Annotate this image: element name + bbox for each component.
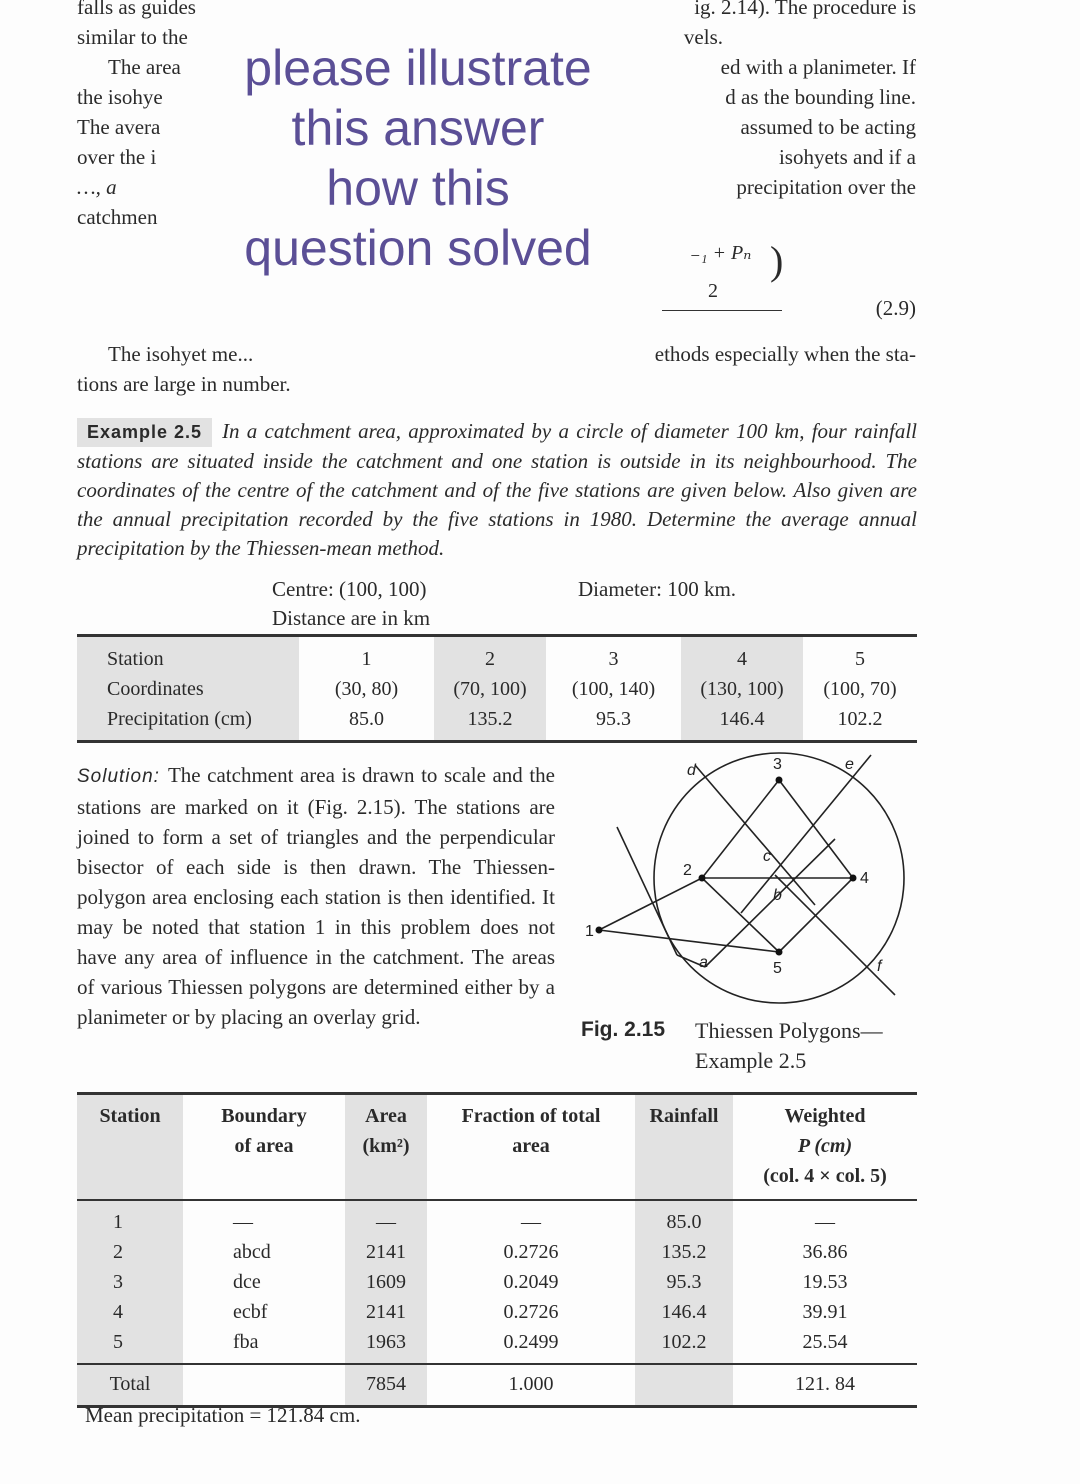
cell-boundary: abcd — [233, 1241, 271, 1263]
station-number: 5 — [855, 648, 865, 670]
station-5-dot — [776, 949, 783, 956]
header-station — [77, 1094, 183, 1201]
formula-brace: ) — [770, 238, 784, 283]
bisector-d-b — [695, 765, 815, 905]
table-row — [77, 704, 917, 742]
bisector-e-c — [741, 755, 871, 913]
header-text: Station — [99, 1105, 161, 1127]
cell-weighted: 36.86 — [802, 1241, 848, 1263]
station-precip: 135.2 — [434, 704, 546, 742]
station-precip: 85.0 — [349, 708, 384, 730]
label-b: b — [773, 887, 782, 904]
table-row — [77, 1297, 917, 1327]
label-a: a — [699, 954, 708, 971]
fragment-left-3: the isohye — [77, 85, 163, 109]
label-station-3: 3 — [773, 756, 782, 773]
station-4-dot — [850, 875, 857, 882]
cell-total-label: Total — [77, 1364, 183, 1407]
label-station-2: 2 — [683, 862, 692, 879]
station-coord: (100, 140) — [571, 678, 656, 700]
cell-station: 5 — [77, 1327, 183, 1364]
station-coord: (100, 70) — [823, 678, 897, 700]
table-row — [77, 1327, 917, 1364]
label-e: e — [845, 756, 854, 773]
fragment-left-4: The avera — [77, 115, 161, 139]
stations-table — [77, 634, 917, 743]
cell-area: 1609 — [345, 1267, 427, 1297]
cell-boundary: ecbf — [233, 1301, 268, 1323]
label-station-1: 1 — [585, 923, 594, 940]
cell-boundary: — — [233, 1211, 253, 1233]
edge-1-5 — [599, 930, 779, 952]
cell-weighted: — — [815, 1211, 835, 1233]
formula-rule — [662, 310, 782, 311]
label-station-4: 4 — [860, 870, 869, 887]
cell-boundary: dce — [233, 1271, 261, 1293]
fragment-right-1: vels. — [683, 25, 723, 49]
label-c: c — [763, 848, 771, 865]
fragment-right-5: isohyets and if a — [778, 145, 916, 169]
isohyet-right: ethods especially when the sta- — [654, 342, 916, 366]
edge-2-5 — [702, 878, 779, 952]
cell-total-area: 7854 — [345, 1364, 427, 1407]
solution-text: The catchment area is drawn to scale and the stations are marked on it (Fig. 2.15). The stations are joined to form a set of triangles and the perpendicular bisector of each side is then drawn. The Thiessen-polygon area enclosing each station is then identified. It may be noted that station 1 in this problem does not have any area of influence in the catchment. The areas of various Thiessen polygons are determined either by a planimeter or by placing an overlay grid. — [77, 763, 555, 1029]
fragment-left-6: …, a — [77, 175, 117, 199]
header-text: Rainfall — [649, 1105, 719, 1127]
station-number: 2 — [434, 636, 546, 675]
cell-rainfall: 95.3 — [635, 1267, 733, 1297]
station-coord: (70, 100) — [434, 674, 546, 704]
overlay-line: this answer — [291, 100, 545, 156]
cell-area: 1963 — [345, 1327, 427, 1364]
station-1-dot — [596, 927, 603, 934]
fragment-right-3: d as the bounding line. — [725, 85, 916, 109]
figure-caption-subtitle: Example 2.5 — [695, 1048, 807, 1073]
cell-weighted: 25.54 — [802, 1331, 848, 1353]
header-text: P (cm) — [797, 1135, 853, 1157]
mean-precipitation: Mean precipitation = 121.84 cm. — [85, 1403, 361, 1427]
station-precip: 146.4 — [681, 704, 803, 742]
table-row — [77, 674, 917, 704]
cell-fraction: 0.2499 — [503, 1331, 559, 1353]
station-number: 3 — [608, 648, 619, 670]
table-row — [77, 636, 917, 675]
header-text: (km²) — [362, 1135, 410, 1157]
overlay-line: question solved — [244, 220, 592, 276]
fragment-left-2: The area — [108, 55, 181, 79]
cell-fraction: 0.2726 — [503, 1301, 559, 1323]
equation-number: (2.9) — [875, 296, 916, 320]
cell-station: 4 — [77, 1297, 183, 1327]
solution-tag: Solution: — [77, 766, 160, 787]
header-text: Boundary — [221, 1105, 307, 1127]
cell-weighted: 19.53 — [802, 1271, 848, 1293]
cell-fraction: — — [521, 1211, 541, 1233]
table-row — [77, 1200, 917, 1237]
figure-caption-title: Thiessen Polygons— — [695, 1018, 883, 1043]
station-2-dot — [699, 875, 706, 882]
station-coord: (130, 100) — [681, 674, 803, 704]
row-label: Coordinates — [77, 674, 299, 704]
row-label: Precipitation (cm) — [77, 704, 299, 742]
header-rainfall — [635, 1094, 733, 1201]
label-f: f — [877, 958, 882, 975]
cell-area: — — [345, 1200, 427, 1237]
cell-total-weighted: 121. 84 — [733, 1364, 917, 1407]
cell-rainfall: 85.0 — [635, 1200, 733, 1237]
bisector-b-f — [775, 875, 895, 995]
header-boundary — [183, 1094, 345, 1201]
figure-caption-number: Fig. 2.15 — [581, 1018, 666, 1041]
thiessen-figure — [575, 745, 915, 1010]
given-diameter: Diameter: 100 km. — [578, 577, 737, 601]
fragment-left-7: catchmen — [77, 205, 158, 229]
cell-area: 2141 — [345, 1297, 427, 1327]
header-text: Fraction of total — [461, 1105, 601, 1127]
overlay-line: please illustrate — [244, 40, 592, 96]
edge-1-2 — [599, 878, 702, 930]
cell-rainfall: 102.2 — [635, 1327, 733, 1364]
cell-fraction: 0.2726 — [503, 1241, 559, 1263]
label-d: d — [687, 762, 696, 779]
fragment-left-5: over the i — [77, 145, 157, 169]
header-area — [345, 1094, 427, 1201]
station-coord: (30, 80) — [334, 678, 399, 700]
cell-fraction: 0.2049 — [503, 1271, 559, 1293]
fragment-right-0: ig. 2.14). The procedure is — [694, 0, 916, 19]
fragment-right-6: precipitation over the — [736, 175, 916, 199]
header-text: area — [512, 1135, 550, 1157]
overlay-question — [232, 38, 604, 278]
cell-boundary: fba — [233, 1331, 259, 1353]
edge-3-4 — [779, 780, 853, 878]
header-text: (col. 4 × col. 5) — [763, 1165, 887, 1187]
fragment-left-1: similar to the — [77, 25, 188, 49]
station-precip: 95.3 — [596, 708, 631, 730]
table-row — [77, 1237, 917, 1267]
header-weighted — [733, 1094, 917, 1201]
fragment-right-2: ed with a planimeter. If — [720, 55, 916, 79]
isohyet-line2: tions are large in number. — [77, 372, 291, 396]
results-table — [77, 1092, 917, 1408]
given-centre: Centre: (100, 100) — [272, 577, 427, 601]
formula-denominator: 2 — [708, 280, 718, 302]
solution-paragraph — [77, 760, 555, 1032]
station-number: 4 — [681, 636, 803, 675]
cell-total-fraction: 1.000 — [427, 1364, 635, 1407]
header-text: Area — [365, 1105, 407, 1127]
row-label: Station — [77, 636, 299, 675]
cell-total-rainfall — [635, 1364, 733, 1407]
example-text: In a catchment area, approximated by a circle of diameter 100 km, four rainfall stations are situated inside the catchment and one station is outside in its neighbourhood. The coordinates of the centre of the catchment and of the five stations are given below. Also given are the annual precipitation recorded by the five stations in 1980. Determine the average annual precipitation by the Thiessen-mean method. — [77, 419, 917, 560]
station-precip: 102.2 — [837, 708, 883, 730]
header-text: of area — [234, 1135, 294, 1157]
table-row — [77, 1267, 917, 1297]
cell-rainfall: 146.4 — [635, 1297, 733, 1327]
overlay-line: how this — [326, 160, 510, 216]
fragment-right-4: assumed to be acting — [740, 115, 916, 139]
cell-weighted: 39.91 — [802, 1301, 848, 1323]
example-paragraph — [77, 417, 917, 563]
cell-station: 1 — [77, 1200, 183, 1237]
station-3-dot — [776, 777, 783, 784]
cell-station: 3 — [77, 1267, 183, 1297]
table-header-row — [77, 1094, 917, 1201]
isohyet-left: The isohyet me... — [108, 342, 254, 366]
cell-rainfall: 135.2 — [635, 1237, 733, 1267]
cell-station: 2 — [77, 1237, 183, 1267]
label-station-5: 5 — [773, 960, 782, 977]
fragment-left-0: falls as guides — [77, 0, 196, 19]
formula-numerator: ₋₁ + Pₙ — [690, 242, 752, 264]
given-distances: Distance are in km — [272, 606, 431, 630]
example-tag: Example 2.5 — [77, 418, 212, 447]
station-number: 1 — [361, 648, 372, 670]
header-text: Weighted — [784, 1105, 866, 1127]
cell-area: 2141 — [345, 1237, 427, 1267]
header-fraction — [427, 1094, 635, 1201]
